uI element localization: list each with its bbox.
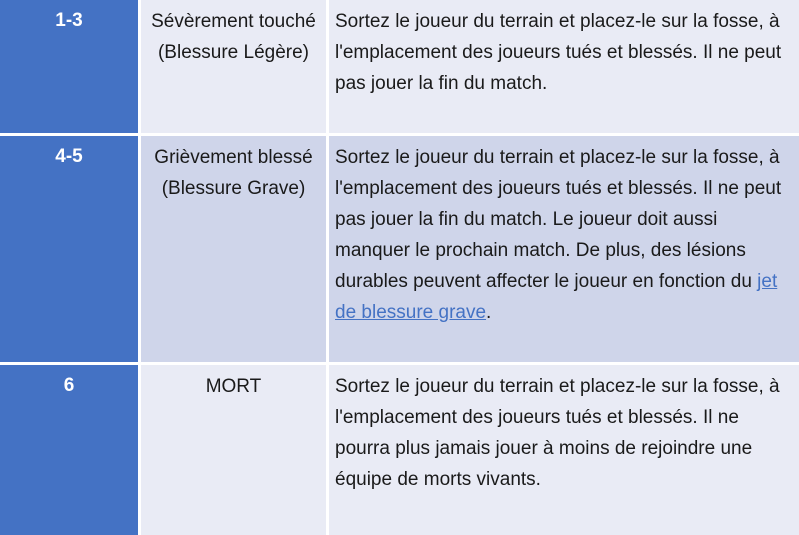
roll-cell: 6	[0, 365, 138, 535]
result-cell: Sévèrement touché (Blessure Légère)	[141, 0, 326, 133]
table-row-6	[0, 365, 799, 535]
serious-injury-roll-link[interactable]: jet de blessure grave	[335, 271, 778, 323]
effect-cell: Sortez le joueur du terrain et placez-le sur la fosse, à l'emplacement des joueurs tués et blessés. Il ne peut pas jouer la fin du match.	[329, 0, 799, 133]
result-cell: Grièvement blessé (Blessure Grave)	[141, 136, 326, 362]
effect-text-end: .	[486, 302, 492, 323]
roll-cell: 1-3	[0, 0, 138, 133]
result-cell: MORT	[141, 365, 326, 535]
effect-text: Sortez le joueur du terrain et placez-le sur la fosse, à l'emplacement des joueurs tués et blessés. Il ne peut pas jouer la fin du match. Le joueur doit aussi manquer le prochain match. De plus, des lésions durables peuvent affecter le joueur en fonction du	[335, 147, 782, 292]
table-row-1-3	[0, 0, 799, 133]
effect-cell	[329, 136, 799, 362]
effect-cell: Sortez le joueur du terrain et placez-le sur la fosse, à l'emplacement des joueurs tués et blessés. Il ne pourra plus jamais jouer à moins de rejoindre une équipe de morts vivants.	[329, 365, 799, 535]
roll-cell: 4-5	[0, 136, 138, 362]
table-row-4-5	[0, 136, 799, 362]
